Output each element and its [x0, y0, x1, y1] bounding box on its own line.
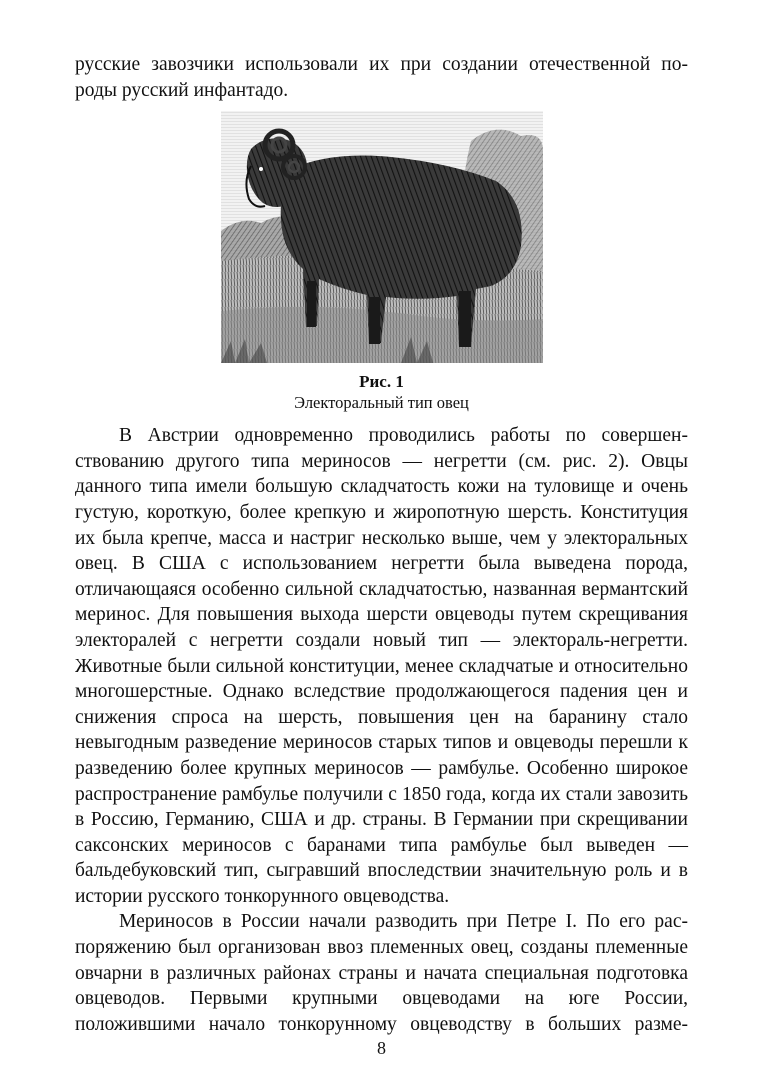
paragraph-1: В Австрии одновременно проводились работы по совершенствованию другого типа мериносов — негретти (см. рис. 2). Овцы данного типа имели большую складчатость кожи на туловище и очень густую, короткую, более крепкую и жиропотную шерсть. Конституция их была крепче, масса и настриг несколько выше, чем у электоральных овец. В США с использованием негретти была выведена порода, отличающаяся особенно сильной складчатостью, названная вермантский меринос. Для повышения выхода шерсти овцеводы путем скрещивания электоралей с негретти создали новый тип — электораль-негретти. Животные были сильной конституции, менее складчатые и относительно многошерстные. Однако вследствие продолжающегося падения цен и снижения спроса на шерсть, повышения цен на баранину стало невыгодным разведение мериносов старых типов и овцеводы перешли к разведению более крупных мериносов — рамбулье. Особенно широкое распространение рамбулье получили с 1850 года, когда их стали завозить в Россию, Германию, США и др. страны. В Германии при скрещивании саксонских мериносов с баранами типа рамбулье был выведен — бальдебуковский тип, сыгравший впоследствии значительную роль и в истории русского тонкорунного овцеводства. [75, 425, 688, 907]
page-body [75, 52, 688, 1037]
figure-caption: Электоральный тип овец [294, 393, 469, 413]
page-number: 8 [377, 1038, 386, 1058]
paragraph-2: Мериносов в России начали разводить при Петре I. По его распоряжению был организован ввоз племенных овец, созданы племенные овчарни в различных районах страны и начата специальная подготовка овцеводов. Первыми крупными овцеводами на юге России, положившими начало тонкорунному овцеводству в больших разме- [75, 911, 688, 1035]
intro-line-1: русские завозчики использовали их при создании отечественной по- [75, 54, 688, 75]
figure-number: Рис. 1 [359, 372, 404, 392]
intro-line-2: роды русский инфантадо. [75, 79, 289, 101]
figure-1 [75, 111, 688, 423]
ram-illustration [221, 111, 543, 363]
